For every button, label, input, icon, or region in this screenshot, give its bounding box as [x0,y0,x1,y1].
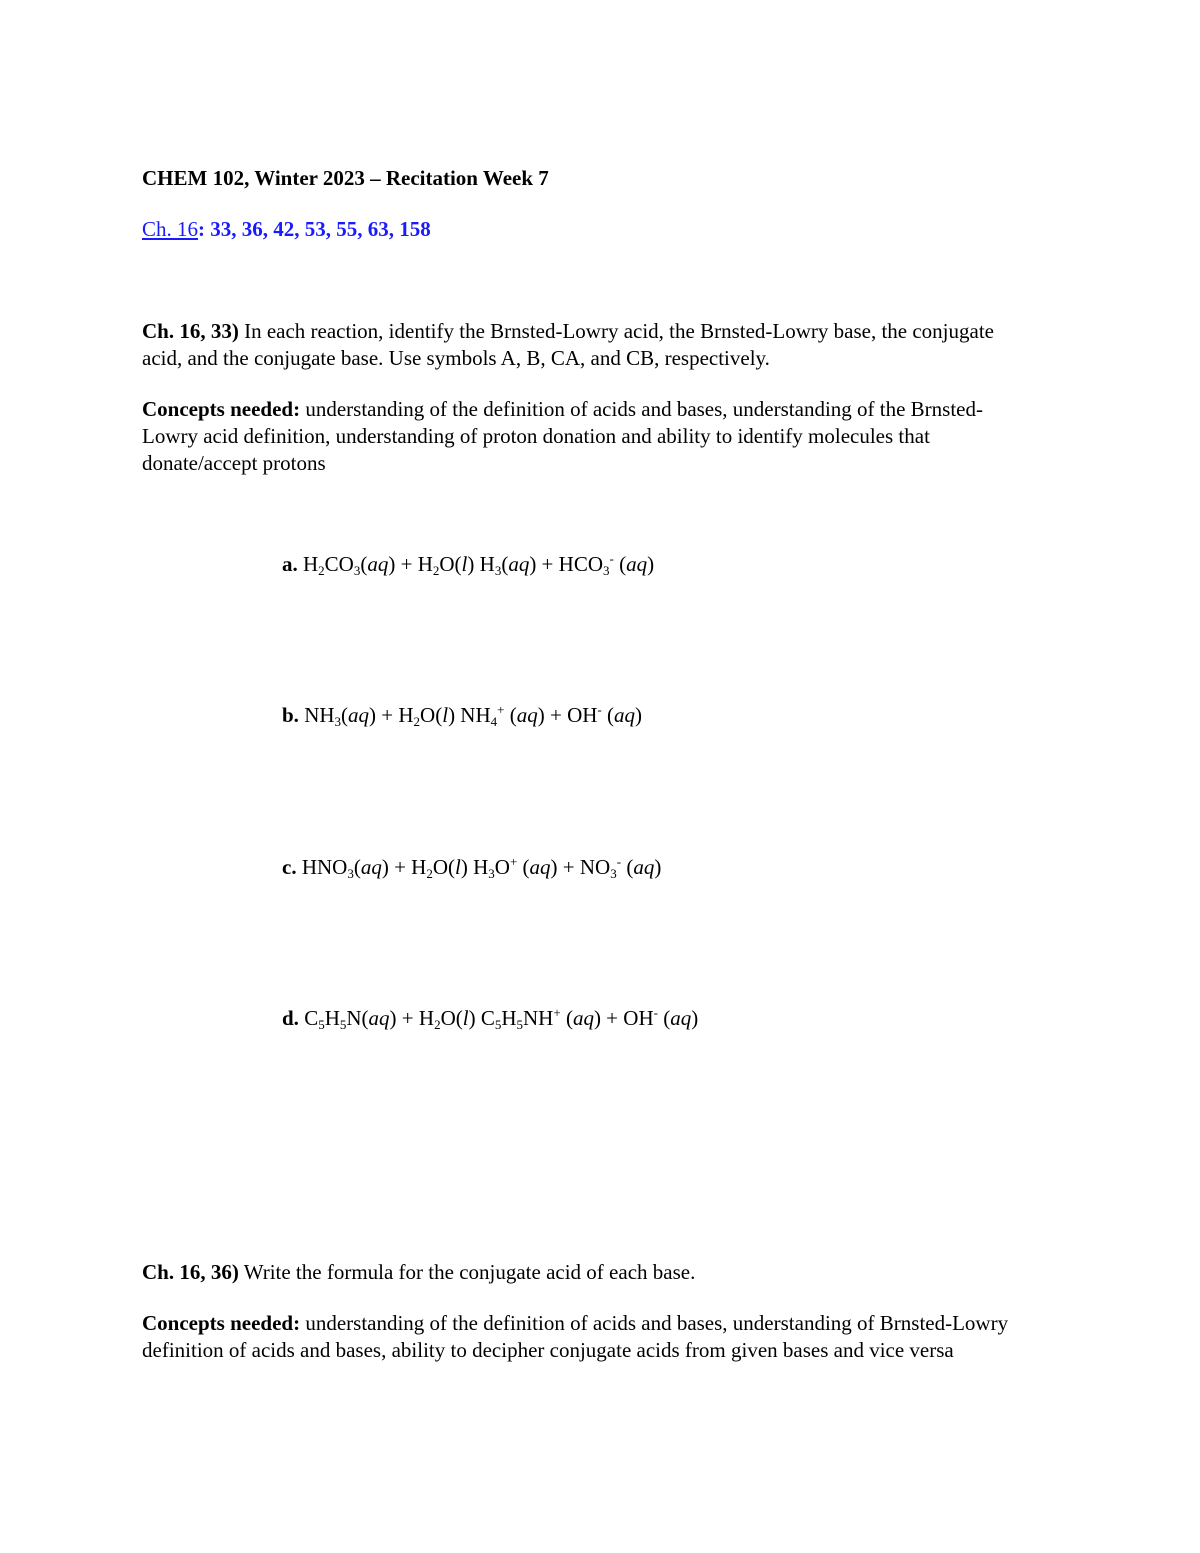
q33-label: Ch. 16, 33) [142,319,239,343]
equation-a-label: a. [282,552,298,576]
equation-d: d. $C_5H_5N(aq) + H_2O(l)$ $C_5H_5NH^+$ (aq) + OH- (aq) [282,1005,699,1032]
q33-prompt-text: In each reaction, identify the Brnsted-Lowry acid, the Brnsted-Lowry base, the conjugate acid, and the conjugate base. Use symbols A, B, CA, and CB, respectively. [142,319,994,370]
equation-d-label: d. [282,1006,299,1030]
equation-c: c. $HNO_3(aq) + H_2O(l)$ $H_3O^+$ $(aq) + NO_3^-$ (aq) [282,854,662,881]
equation-b-label: b. [282,703,299,727]
equation-a: a. $H_2CO_3(aq) + H_2O(l) H_3(aq) + HCO_3^-$ (aq) [282,551,655,578]
q36-concepts-text: understanding of the definition of acids and bases, understanding of Brnsted-Lowry definition of acids and bases, ability to decipher conjugate acids from given bases and vice versa [142,1311,1009,1362]
q33-concepts [142,396,1022,477]
chapter-problem-numbers: : 33, 36, 42, 53, 55, 63, 158 [198,217,431,241]
equation-c-label: c. [282,855,297,879]
q36-concepts-label: Concepts needed: [142,1311,301,1335]
q33-prompt [142,318,1022,372]
q33-concepts-label: Concepts needed: [142,397,301,421]
q36-prompt-text: Write the formula for the conjugate acid of each base. [238,1260,696,1284]
q36-label: Ch. 16, 36) [142,1260,239,1284]
q33-concepts-text: understanding of the definition of acids and bases, understanding of the Brnsted-Lowry acid definition, understanding of proton donation and ability to identify molecules that donate/accept protons [142,397,983,475]
q36-concepts [142,1310,1022,1364]
equation-b: b. $NH_3(aq) + H_2O(l)$ $NH_4^+$ (aq) + OH- (aq) [282,702,642,729]
page-title: CHEM 102, Winter 2023 – Recitation Week 7 [142,166,549,190]
chapter-problem-list [142,217,431,242]
q36-prompt [142,1259,1022,1286]
chapter-16-link[interactable]: Ch. 16 [142,217,199,241]
